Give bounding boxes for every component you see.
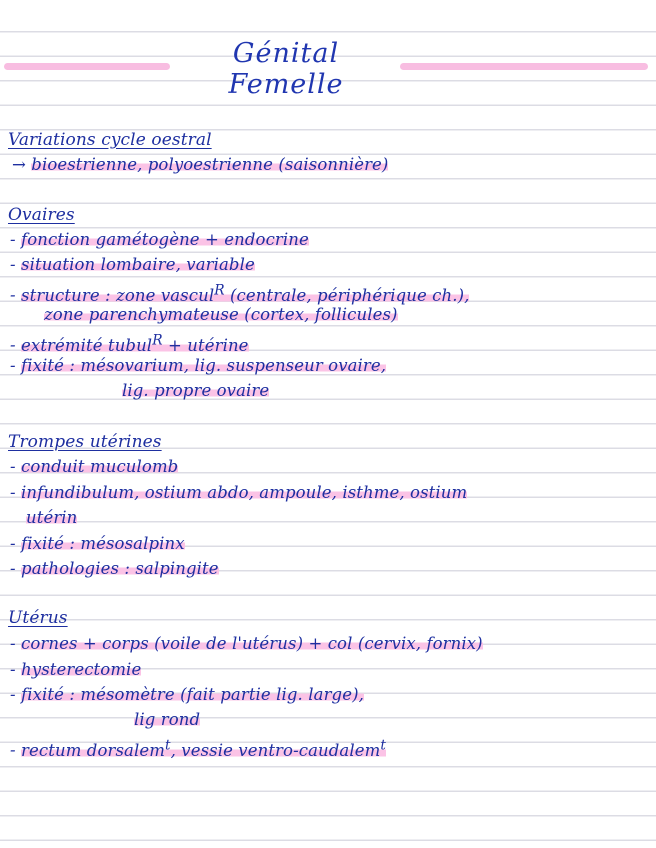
bullet-dash: - bbox=[10, 559, 16, 578]
note-text: fixité : mésosalpinx bbox=[21, 534, 185, 553]
bullet-dash: - bbox=[10, 483, 16, 502]
superscript: t bbox=[380, 737, 386, 753]
superscript: t bbox=[164, 737, 171, 753]
note-text: situation lombaire, variable bbox=[21, 255, 255, 274]
note-line bbox=[10, 278, 470, 305]
note-line bbox=[10, 354, 386, 378]
heading-cycle: Variations cycle oestral bbox=[8, 130, 212, 150]
note-line bbox=[122, 379, 269, 403]
superscript: R bbox=[214, 282, 225, 298]
note-line bbox=[10, 532, 185, 556]
note-line bbox=[10, 683, 364, 707]
note-text: utérin bbox=[26, 508, 78, 527]
note-text: cornes + corps (voile de l'utérus) + col (cervix, fornix) bbox=[21, 634, 483, 653]
arrow-icon: → bbox=[12, 155, 26, 174]
note-line bbox=[12, 153, 388, 177]
note-text-part: structure : zone vascul bbox=[21, 285, 215, 305]
title-row bbox=[0, 38, 656, 100]
page-title: Génital Femelle bbox=[228, 38, 344, 100]
note-text: fonction gamétogène + endocrine bbox=[21, 230, 309, 249]
note-line bbox=[10, 328, 249, 355]
note-text bbox=[21, 282, 470, 305]
note-line bbox=[26, 506, 77, 530]
note-line bbox=[10, 658, 141, 682]
note-text-part: (centrale, périphérique ch.), bbox=[224, 285, 470, 305]
note-line bbox=[10, 455, 178, 479]
note-text: infundibulum, ostium abdo, ampoule, isthme, ostium bbox=[21, 483, 468, 502]
bullet-dash: - bbox=[10, 685, 16, 704]
bullet-dash: - bbox=[10, 230, 16, 249]
note-line bbox=[10, 253, 255, 277]
bullet-dash: - bbox=[10, 285, 16, 305]
note-text: fixité : mésovarium, lig. suspenseur ovaire, bbox=[21, 356, 387, 375]
note-line bbox=[10, 228, 309, 252]
bullet-dash: - bbox=[10, 660, 16, 679]
note-text: bioestrienne, polyoestrienne (saisonnière) bbox=[31, 155, 389, 174]
note-text-part: + utérine bbox=[162, 335, 249, 355]
title-highlight-right bbox=[400, 63, 648, 70]
title-highlight-left bbox=[4, 63, 170, 70]
bullet-dash: - bbox=[10, 356, 16, 375]
bullet-dash: - bbox=[10, 255, 16, 274]
note-text: lig rond bbox=[134, 710, 201, 729]
note-line bbox=[134, 708, 200, 732]
note-text-part: , vessie ventro-caudalem bbox=[170, 740, 381, 760]
bullet-dash: - bbox=[10, 457, 16, 476]
bullet-dash: - bbox=[10, 740, 16, 760]
note-text: hysterectomie bbox=[21, 660, 142, 679]
note-line bbox=[44, 303, 398, 327]
heading-trompes: Trompes utérines bbox=[8, 432, 162, 452]
note-text: zone parenchymateuse (cortex, follicules) bbox=[44, 305, 398, 324]
bullet-dash: - bbox=[10, 335, 16, 355]
note-text-part: rectum dorsalem bbox=[21, 740, 165, 760]
note-text bbox=[21, 737, 386, 760]
superscript: R bbox=[152, 332, 163, 348]
heading-uterus: Utérus bbox=[8, 608, 68, 628]
note-text bbox=[21, 332, 249, 355]
note-text: lig. propre ovaire bbox=[122, 381, 270, 400]
note-line bbox=[10, 733, 386, 760]
note-line bbox=[10, 481, 467, 505]
note-line bbox=[10, 632, 483, 656]
note-text: fixité : mésomètre (fait partie lig. large), bbox=[21, 685, 364, 704]
bullet-dash: - bbox=[10, 534, 16, 553]
bullet-dash: - bbox=[10, 634, 16, 653]
note-text-part: extrémité tubul bbox=[21, 335, 153, 355]
note-line bbox=[10, 557, 219, 581]
note-text: pathologies : salpingite bbox=[21, 559, 219, 578]
note-text: conduit muculomb bbox=[21, 457, 179, 476]
heading-ovaires: Ovaires bbox=[8, 205, 75, 225]
